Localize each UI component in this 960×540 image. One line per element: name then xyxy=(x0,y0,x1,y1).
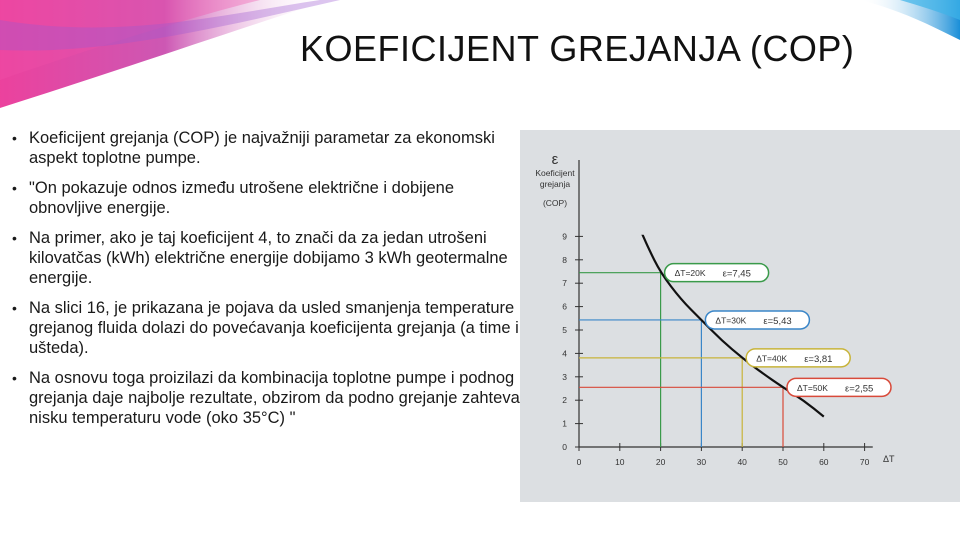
y-tick-label: 7 xyxy=(562,278,567,289)
x-tick-label: 10 xyxy=(615,457,625,467)
y-tick-label: 3 xyxy=(562,371,567,382)
y-tick-label: 6 xyxy=(562,301,567,312)
y-tick-label: 1 xyxy=(562,418,567,429)
y-tick-label: 4 xyxy=(562,348,567,359)
x-tick-label: 40 xyxy=(737,457,747,467)
bullet-item xyxy=(12,298,522,358)
bullet-text: Koeficijent grejanja (COP) je najvažniji parametar za ekonomski aspekt toplotne pumpe. xyxy=(29,129,495,167)
bullet-list xyxy=(12,128,522,438)
x-tick-label: 50 xyxy=(778,457,788,467)
point-label-eps: ε=5,43 xyxy=(763,315,792,327)
bullet-item xyxy=(12,368,522,428)
x-tick-label: 20 xyxy=(655,457,666,467)
y-tick-label: 9 xyxy=(562,231,567,242)
point-label-dt: ΔT=30K xyxy=(715,315,747,326)
x-tick-label: 70 xyxy=(859,457,870,467)
bullet-text: Na primer, ako je taj koeficijent 4, to znači da za jedan utrošeni kilovatčas (kWh) električne energije dobijamo 3 kWh geotermalne energije. xyxy=(29,229,508,287)
bullet-text: "On pokazuje odnos između utrošene električne i dobijene obnovljive energije. xyxy=(29,179,455,217)
y-tick-label: 8 xyxy=(562,254,567,265)
point-label-eps: ε=2,55 xyxy=(845,383,874,395)
slide-title: KOEFICIJENT GREJANJA (COP) xyxy=(300,28,855,69)
bullet-symbol: • xyxy=(12,180,17,196)
y-axis-label: (COP) xyxy=(542,198,568,208)
y-axis-label: grejanja xyxy=(539,179,571,189)
bullet-symbol: • xyxy=(12,230,17,246)
cop-chart-panel xyxy=(520,130,960,502)
x-tick-label: 30 xyxy=(696,457,707,467)
y-axis-label: Koeficijent xyxy=(535,168,575,178)
bullet-symbol: • xyxy=(12,300,17,316)
point-label-dt: ΔT=20K xyxy=(674,268,706,279)
point-label-eps: ε=7,45 xyxy=(722,268,751,280)
point-label-eps: ε=3,81 xyxy=(804,353,833,365)
y-axis-label: ε xyxy=(551,151,559,168)
y-tick-label: 0 xyxy=(562,442,567,452)
bullet-symbol: • xyxy=(12,130,17,146)
bullet-text: Na slici 16, je prikazana je pojava da usled smanjenja temperature grejanog fluida dolazi do povećavanja koeficijenta grejanja (a time i ušteda). xyxy=(29,299,519,357)
cop-chart xyxy=(520,130,960,502)
bullet-symbol: • xyxy=(12,370,17,386)
point-label-dt: ΔT=50K xyxy=(797,382,828,393)
y-tick-label: 5 xyxy=(562,325,567,335)
bullet-item xyxy=(12,128,522,168)
x-tick-label: 0 xyxy=(576,457,582,467)
bullet-text: Na osnovu toga proizilazi da kombinacija toplotne pumpe i podnog grejanja daje najbolje rezultate, obzirom da podno grejanje zahteva nisku temperaturu vode (oko 35°C) " xyxy=(29,369,520,427)
y-tick-label: 2 xyxy=(562,395,567,406)
x-axis-label: ΔT xyxy=(883,454,895,464)
x-tick-label: 60 xyxy=(819,457,829,467)
bullet-item xyxy=(12,228,522,288)
bullet-item xyxy=(12,178,522,218)
point-label-dt: ΔT=40K xyxy=(756,353,788,364)
